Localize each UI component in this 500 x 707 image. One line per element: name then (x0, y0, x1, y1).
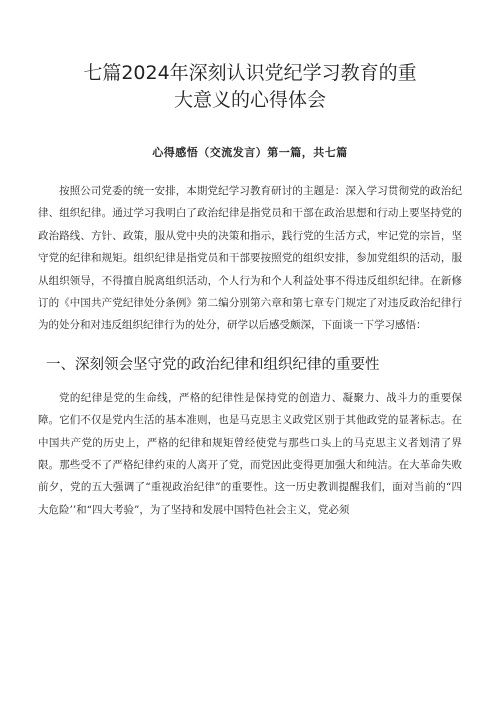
document-title: 七篇2024年深刻认识党纪学习教育的重大意义的心得体会 (83, 62, 417, 111)
intro-paragraph: 按照公司党委的统一安排，本期党纪学习教育研讨的主题是：深入学习贯彻党的政治纪律、组织纪律。通过学习我明白了政治纪律是指党员和干部在政治思想和行动上要坚持党的政治路线、方针、政策，服从党中央的决策和指示，践行党的生活方式，牢记党的宗旨，坚守党的纪律和规矩。组织纪律是指党员和干部要按照党的组织安排，参加党组织的活动，服从组织领导，不得擅自脱离组织活动，个人行为和个人利益处事不得违反组织纪律。在新修订的《中国共产党纪律处分条例》第二编分别第六章和第七章专门规定了对违反政治纪律行为的处分和对违反组织纪律行为的处分，研学以后感受颇深，下面谈一下学习感悟： (38, 185, 462, 332)
document-subtitle: 心得感悟（交流发言）第一篇，共七篇 (152, 146, 348, 159)
section-heading-1: 一、深刻领会坚守党的政治纪律和组织纪律的重要性 (46, 356, 380, 373)
section-paragraph-1: 党的纪律是党的生命线，严格的纪律性是保持党的创造力、凝聚力、战斗力的重要保障。它们不仅是党内生活的基本准则，也是马克思主义政党区别于其他政党的显著标志。在中国共产党的历史上，严格的纪律和规矩曾经使党与那些口头上的马克思主义者划清了界限。那些受不了严格纪律约束的人离开了党，而党因此变得更加强大和纯洁。在大革命失败前夕，党的五大强调了“重视政治纪律”的重要性。这一历史教训提醒我们，面对当前的“四大危险’’和“四大考验”，为了坚持和发展中国特色社会主义，党必须 (38, 391, 462, 516)
